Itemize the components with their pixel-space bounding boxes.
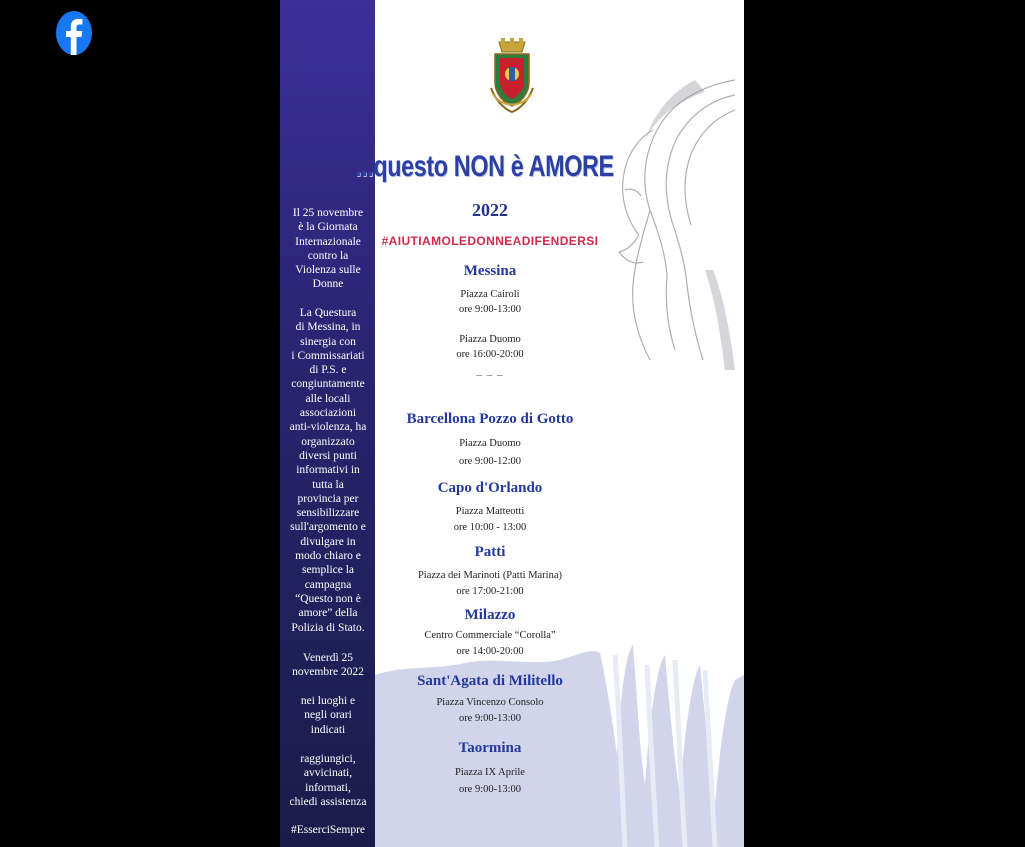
separator: – – –: [476, 369, 504, 381]
place-patti: Piazza dei Marinoti (Patti Marina): [417, 570, 563, 581]
hours-barcellona: ore 9:00-12:00: [458, 456, 522, 467]
city-milazzo: Milazzo: [464, 607, 516, 623]
poster: [280, 0, 744, 847]
facebook-icon[interactable]: [55, 10, 93, 56]
hours-messina-1: ore 9:00-13:00: [458, 304, 522, 315]
place-barcellona: Piazza Duomo: [459, 438, 521, 449]
place-capo-orlando: Piazza Matteotti: [455, 506, 525, 517]
city-patti: Patti: [474, 544, 506, 560]
hashtag: #AIUTIAMOLEDONNEADIFENDERSI: [381, 234, 599, 248]
headline: ...questo NON è AMORE: [355, 150, 614, 183]
poster-main: [355, 0, 744, 847]
hours-santagata: ore 9:00-13:00: [458, 713, 522, 724]
place-milazzo: Centro Commerciale “Corolla”: [424, 630, 556, 641]
sidebar-places: nei luoghi e negli orari indicati: [300, 695, 356, 736]
city-santagata: Sant'Agata di Militello: [417, 673, 563, 689]
police-crest-icon: [487, 38, 537, 114]
sidebar-call: raggiungici, avvicinati, informati, chiedi assistenza: [289, 753, 367, 808]
place-santagata: Piazza Vincenzo Consolo: [436, 697, 544, 708]
sidebar-date: Venerdì 25 novembre 2022: [292, 652, 364, 679]
city-barcellona: Barcellona Pozzo di Gotto: [406, 411, 574, 427]
sidebar: [280, 0, 375, 847]
place-taormina: Piazza IX Aprile: [455, 767, 525, 778]
sidebar-intro: Il 25 novembre è la Giornata Internazionale contro la Violenza sulle Donne: [292, 207, 364, 291]
hours-messina-2: ore 16:00-20:00: [456, 349, 524, 360]
year: 2022: [472, 200, 508, 220]
city-taormina: Taormina: [458, 740, 522, 756]
sidebar-tag: #EsserciSempre: [290, 824, 366, 836]
hours-capo-orlando: ore 10:00 - 13:00: [453, 522, 527, 533]
city-messina: Messina: [463, 263, 517, 279]
place-messina-1: Piazza Cairoli: [460, 289, 520, 300]
sidebar-body: La Questura di Messina, in sinergia con i Commissariati di P.S. e congiuntamente alle locali associazioni anti-violenza, ha organizzato diversi punti informativi in tutta la provincia per sensibilizzare sull'argomento e divulgare in modo chiaro e semplice la campagna “Questo non è amore” della Polizia di Stato.: [289, 307, 367, 634]
woman-sketch-illustration: [595, 70, 740, 380]
hours-taormina: ore 9:00-13:00: [458, 784, 522, 795]
hours-patti: ore 17:00-21:00: [456, 586, 524, 597]
city-capo-orlando: Capo d'Orlando: [437, 480, 543, 496]
hours-milazzo: ore 14:00-20:00: [456, 646, 524, 657]
place-messina-2: Piazza Duomo: [459, 334, 521, 345]
